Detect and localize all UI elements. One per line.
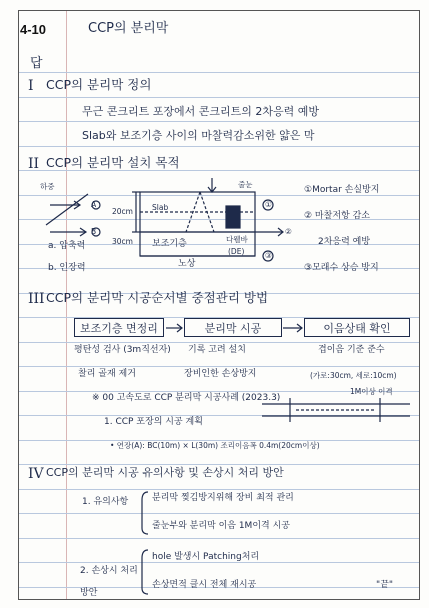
damage-line-1: hole 발생시 Patching처리	[152, 552, 260, 562]
flow-row1-col2: 기록 고려 설치	[188, 345, 246, 355]
section-numeral-4: IV	[28, 466, 44, 482]
damage-line-2: 손상면적 클시 전체 재시공	[152, 580, 257, 590]
diagram-ref-b: B	[91, 227, 97, 236]
diagram-ref-a: A	[91, 200, 97, 209]
diagram-slab-label: Slab	[152, 203, 169, 212]
section-heading-3: CCP의 분리막 시공순서별 중점관리 방법	[46, 290, 269, 305]
section-heading-2: CCP의 분리막 설치 목적	[46, 155, 180, 170]
flow-step-3: 이음상태 확인	[304, 318, 410, 337]
section-numeral-2: II	[28, 156, 40, 172]
flow-row2-col3: (가로:30cm, 세로:10cm)	[310, 371, 397, 380]
diagram-legend-b: b. 인장력	[48, 263, 86, 273]
example-gap-label: 1M이상 이격	[350, 387, 393, 396]
diagram-num-2: ②	[285, 227, 292, 236]
caution-label: 1. 유의사항	[82, 497, 129, 507]
diagram-dowel-label: 다웰바	[226, 235, 248, 244]
diagram-base-label: 보조기층	[152, 239, 187, 249]
flow-step-1: 보조기층 면정리	[74, 318, 164, 337]
flow-row1-col1: 평탄성 검사 (3m직선자)	[74, 345, 171, 355]
example-note: ※ 00 고속도로 CCP 분리막 시공사례 (2023.3)	[92, 393, 281, 403]
dowel-bar	[226, 206, 240, 228]
purpose-1: ①Mortar 손실방지	[304, 185, 380, 195]
flow-step-2: 분리막 시공	[184, 318, 282, 337]
diagram-num-1: ①	[265, 200, 272, 209]
diagram-subgrade-label: 노상	[178, 259, 196, 269]
section-heading-4: CCP의 분리막 시공 유의사항 및 손상시 처리 방안	[46, 466, 284, 479]
purpose-3: 2차응력 예방	[318, 237, 371, 247]
purpose-2: ② 마찰저항 감소	[304, 211, 370, 221]
section-numeral-1: I	[28, 78, 34, 94]
example-line-1: 1. CCP 포장의 시공 계획	[104, 417, 203, 427]
example-line-2: • 연장(A): BC(10m) × L(30m) 조리이음폭 0.4m(20cm이상)	[110, 441, 320, 450]
diagram-dim-top: 20cm	[112, 207, 133, 216]
question-title: CCP의 분리막	[88, 21, 169, 36]
flow-row2-col1: 찰리 골재 제거	[78, 369, 136, 379]
section-numeral-3: III	[28, 291, 45, 307]
section-heading-1: CCP의 분리막 정의	[46, 77, 152, 92]
diagram-tire-label: 줄눈	[238, 180, 253, 189]
purpose-4: ③모래수 상승 방지	[304, 263, 379, 273]
diagram-load-label: 하중	[40, 182, 55, 191]
diagram-num-3: ③	[265, 251, 272, 260]
damage-label: 2. 손상시 처리 방안	[80, 566, 138, 598]
diagram-legend-a: a. 압축력	[48, 241, 86, 251]
caution-line-1: 분리막 찢김방지위해 장비 최적 관리	[152, 493, 294, 503]
diagram-base-code: (DE)	[228, 247, 245, 256]
load-arrow	[46, 194, 88, 225]
diagram-dim-mid: 30cm	[112, 237, 133, 246]
flow-row1-col3: 겹이음 기준 준수	[318, 345, 385, 355]
section-1-line-2: Slab와 보조기층 사이의 마찰력감소위한 얇은 막	[82, 129, 315, 142]
caution-line-2: 줄눈부와 분리막 이음 1M이격 시공	[152, 521, 290, 531]
answer-mark: 답	[30, 56, 43, 71]
question-number: 4-10	[20, 22, 47, 37]
section-1-line-1: 무근 콘크리트 포장에서 콘크리트의 2차응력 예방	[82, 105, 319, 118]
closing-mark: "끝"	[376, 580, 393, 590]
flow-row2-col2: 장비인한 손상방지	[184, 369, 257, 379]
